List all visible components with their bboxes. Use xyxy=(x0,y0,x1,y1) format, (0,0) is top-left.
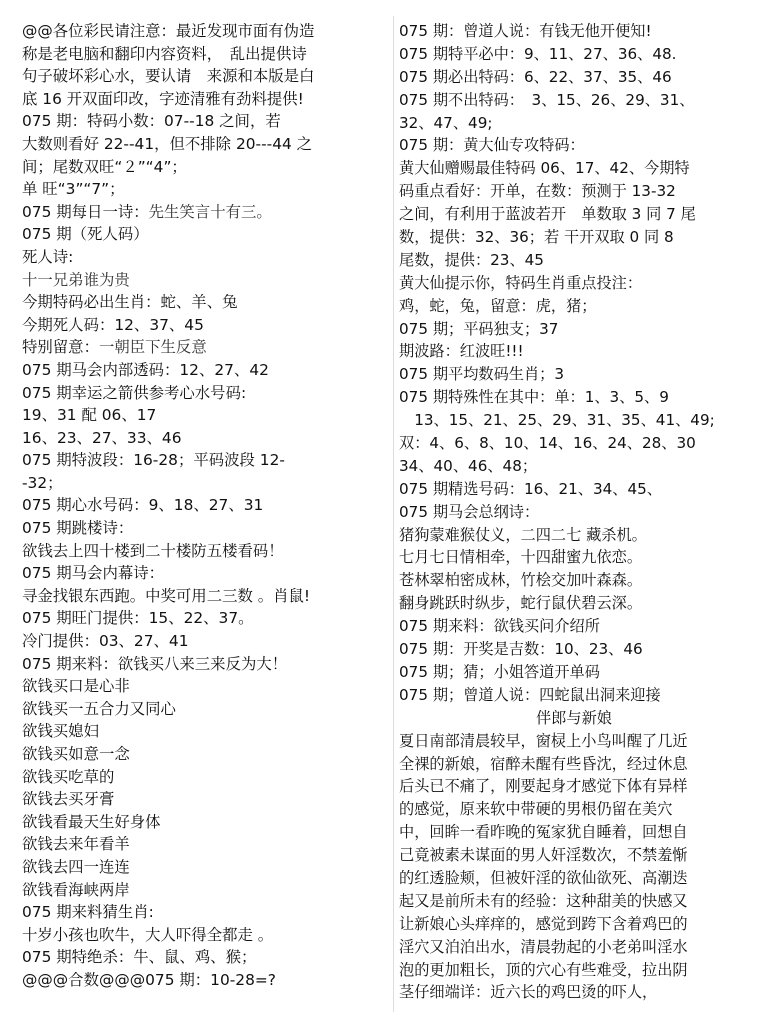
text-line: 死人诗: xyxy=(22,247,74,266)
text-line: 075 期：特码小数：07--18 之间，若 xyxy=(22,112,281,131)
text-line: 075 期：开奖是吉数：10、23、46 xyxy=(399,640,643,659)
text-line: 欲钱买吃草的 xyxy=(22,767,115,786)
text-line: 075 期马会总纲诗： xyxy=(399,502,540,521)
text-line: 19、31 配 06、17 xyxy=(22,406,157,425)
text-line: 075 期来料：欲钱买八来三来反为大！ xyxy=(22,654,288,673)
text-line: 075 期：曾道人说：有钱无他开便知! xyxy=(399,22,652,40)
text-line: 鸡，蛇，兔，留意：虎，猪； xyxy=(399,296,597,315)
text-line: 34、40、46、48； xyxy=(399,456,538,475)
text-line: 075 期；平码独支；37 xyxy=(399,319,559,338)
text-line: 欲钱看最天生好身体 xyxy=(22,812,161,831)
column-divider xyxy=(393,16,394,1012)
text-line: @@各位彩民请注意：最近发现市面有伪造 xyxy=(22,22,315,40)
text-line: 075 期来料：欲钱买问介绍所 xyxy=(399,617,600,636)
text-line: 075 期旺门提供：15、22、37。 xyxy=(22,609,254,628)
text-line: 之间，有利用于蓝波若开 单数取 3 同 7 尾 xyxy=(399,205,696,224)
story-line: 淫穴又泊泊出水，清晨勃起的小老弟叫淫水 xyxy=(399,937,688,956)
text-line: 冷门提供：03、27、41 xyxy=(22,632,189,651)
text-line: 075 期平均数码生肖；3 xyxy=(399,365,564,384)
text-line: 欲钱看海峡两岸 xyxy=(22,880,130,899)
text-line: 欲钱买一五合力又同心 xyxy=(22,699,176,718)
text-line: 欲钱去来年看羊 xyxy=(22,835,130,854)
text-line: 期波路：红波旺!!! xyxy=(399,342,524,361)
story-line: 后头已不痛了，刚要起身才感觉下体有异样 xyxy=(399,777,688,796)
text-line: -32； xyxy=(22,473,63,492)
text-line: 数，提供：32、36；若 干开双取 0 同 8 xyxy=(399,228,674,247)
text-line: 13、15、21、25、29、31、35、41、49; xyxy=(399,411,715,430)
text-line: 欲钱去买牙膏 xyxy=(22,790,115,809)
text-line: 075 期（死人码） xyxy=(22,225,149,244)
text-line: 075 期马会内幕诗： xyxy=(22,564,165,583)
text-line: 075 期不出特码： 3、15、26、29、31、 xyxy=(399,90,695,109)
text-line: 075 期特波段：16-28；平码波段 12- xyxy=(22,451,285,470)
text-line: 075 期心水号码：9、18、27、31 xyxy=(22,496,264,515)
text-line: @@@合数@@@075 期：10-28=? xyxy=(22,970,276,989)
text-line: 寻金找银东西跑。中奖可用二三数 。肖鼠! xyxy=(22,586,311,605)
story-line: 泡的更加粗长，顶的穴心有些难受，拉出阴 xyxy=(399,960,688,979)
left-column xyxy=(22,20,390,992)
special-note-text: 一朝臣下生反意 xyxy=(98,338,207,357)
text-line: 075 期；猜；小姐答道开单码 xyxy=(399,662,600,681)
text-line: 尾数，提供：23、45 xyxy=(399,250,544,269)
text-line: 黄大仙提示你，特码生肖重点投注： xyxy=(399,273,642,292)
story-line: 己竟被素未谋面的男人奸淫数次，不禁羞惭 xyxy=(399,846,688,865)
text-line: 码重点看好：开单，在数：预测于 13-32 xyxy=(399,182,676,201)
text-line: 075 期幸运之箭供参考心水号码: xyxy=(22,383,247,402)
text-line: 十一兄弟谁为贵 xyxy=(22,270,130,289)
text-line: 075 期特殊性在其中：单：1、3、5、9 xyxy=(399,388,669,407)
text-line: 十岁小孩也吹牛，大人吓得全都走 。 xyxy=(22,925,274,944)
text-line: 075 期；曾道人说：四蛇鼠出洞来迎接 xyxy=(399,685,661,704)
text-line: 称是老电脑和翻印内容资料， 乱出提供诗 xyxy=(22,44,307,63)
story-line: 的感觉，原来软中带硬的男根仍留在美穴 xyxy=(399,800,673,819)
story-line: 起又是前所未有的经验：这种甜美的快感又 xyxy=(399,891,688,910)
story-line: 的红透脸颊，但被奸淫的欲仙欲死、高潮迭 xyxy=(399,868,688,887)
text-line: 间；尾数双旺“２”“4”； xyxy=(22,157,187,176)
text-line: 欲钱去四一连连 xyxy=(22,857,130,876)
text-line: 16、23、27、33、46 xyxy=(22,428,182,447)
text-line: 075 期特绝杀：牛、鼠、鸡、猴； xyxy=(22,948,257,967)
text-line: 双：4、6、8、10、14、16、24、28、30 xyxy=(399,434,696,453)
text-line: 欲钱买口是心非 xyxy=(22,677,130,696)
text-line: 075 期来料猜生肖: xyxy=(22,903,154,922)
text-line: 黄大仙赠赐最佳特码 06、17、42、今期特 xyxy=(399,159,690,178)
text-line: 075 期：黄大仙专攻特码： xyxy=(399,136,585,155)
text-line: 七月七日情相牵，十四甜蜜九依恋。 xyxy=(399,548,642,567)
story-line: 中，回眸一看昨晚的冤家犹自睡着，回想自 xyxy=(399,823,688,842)
text-line: 075 期特平必中：9、11、27、36、48. xyxy=(399,44,677,63)
text-line: 欲钱买媳妇 xyxy=(22,722,99,741)
text-line: 32、47、49; xyxy=(399,113,493,132)
right-column xyxy=(399,20,749,1004)
text-line: 猪狗蒙难猴仗义，二四二七 藏杀机。 xyxy=(399,525,647,544)
text-line: 075 期必出特码：6、22、37、35、46 xyxy=(399,67,672,86)
story-line: 茎仔细端详：近六长的鸡巴烫的吓人， xyxy=(399,983,658,1002)
text-line: 翻身跳跃时纵步，蛇行鼠伏碧云深。 xyxy=(399,594,642,613)
story-title: 伴郎与新娘 xyxy=(536,708,612,727)
text-line: 欲钱买如意一念 xyxy=(22,745,130,763)
text-line: 今期特码必出生肖：蛇、羊、兔 xyxy=(22,293,238,312)
text-line: 欲钱去上四十楼到二十楼防五楼看码！ xyxy=(22,541,284,560)
text-line: 底 16 开双面印改，字迹清雅有劲料提供! xyxy=(22,89,304,108)
text-line: 苍林翠柏密成林，竹桧交加叶森森。 xyxy=(399,571,642,590)
text-line xyxy=(22,201,390,224)
text-line: 单 旺“3”“7”； xyxy=(22,180,125,199)
text-line: 075 期精选号码：16、21、34、45、 xyxy=(399,479,662,498)
story-line: 让新娘心头痒痒的，感觉到跨下含着鸡巴的 xyxy=(399,914,688,933)
daily-poem-text: 先生笑言十有三。 xyxy=(148,202,272,221)
text-line xyxy=(22,336,390,359)
story-line: 全裸的新娘，宿醉未醒有些昏沈，经过休息 xyxy=(399,754,688,773)
text-line: 075 期马会内部透码：12、27、42 xyxy=(22,360,269,379)
text-line: 075 期跳楼诗： xyxy=(22,519,134,538)
story-line: 夏日南部清晨较早，窗棂上小鸟叫醒了几近 xyxy=(399,731,688,750)
text-line: 今期死人码：12、37、45 xyxy=(22,315,204,334)
text-line: 大数则看好 22--41，但不排除 20---44 之 xyxy=(22,134,313,153)
daily-poem-label: 075 期每日一诗： xyxy=(22,202,149,221)
text-line: 句子破坏彩心水，要认请 来源和本版是白 xyxy=(22,67,315,86)
special-note-label: 特别留意： xyxy=(22,338,99,357)
